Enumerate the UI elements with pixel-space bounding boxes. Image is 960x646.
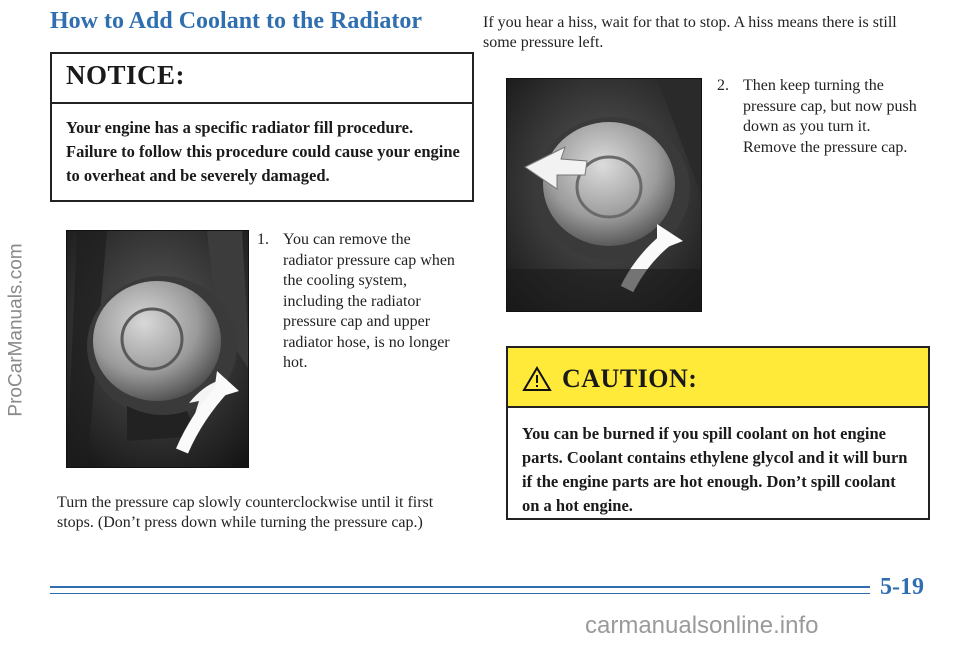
caution-header bbox=[508, 348, 928, 408]
footer-rule bbox=[50, 586, 870, 588]
radiator-cap-photo-2 bbox=[506, 78, 702, 312]
caution-box bbox=[506, 346, 930, 520]
notice-box bbox=[50, 52, 474, 202]
page-number: 5-19 bbox=[880, 574, 924, 600]
step-1-text: You can remove the radiator pressure cap when the cooling system, including the radiator pressure cap and upper radiator hose, is no longer hot. bbox=[283, 231, 455, 371]
step-2 bbox=[717, 76, 917, 158]
bottom-watermark: carmanualsonline.info bbox=[585, 612, 819, 639]
step-1-number: 1. bbox=[257, 231, 269, 248]
notice-heading: NOTICE: bbox=[52, 54, 472, 104]
step-1 bbox=[257, 230, 457, 374]
page-title: How to Add Coolant to the Radiator bbox=[50, 8, 423, 34]
footer-rule-thin bbox=[50, 593, 870, 594]
side-watermark-text: ProCarManuals.com bbox=[6, 243, 28, 417]
radiator-cap-photo-1 bbox=[66, 230, 249, 468]
warning-triangle-icon bbox=[522, 366, 552, 392]
caution-heading: CAUTION: bbox=[562, 364, 698, 393]
caution-body: You can be burned if you spill coolant on hot engine parts. Coolant contains ethylene glycol and it will burn if the engine parts are hot enough. Don’t spill coolant on a hot engine. bbox=[522, 424, 908, 515]
notice-body: Your engine has a specific radiator fill procedure. Failure to follow this procedure could cause your engine to overheat and be severely damaged. bbox=[66, 118, 460, 185]
side-watermark bbox=[4, 70, 30, 590]
step-2-number: 2. bbox=[717, 77, 729, 94]
step-2-text: Then keep turning the pressure cap, but now push down as you turn it. Remove the pressure cap. bbox=[743, 77, 917, 156]
hiss-paragraph: If you hear a hiss, wait for that to stop. A hiss means there is still some pressure left. bbox=[483, 14, 897, 51]
turn-cap-paragraph: Turn the pressure cap slowly counterclockwise until it first stops. (Don’t press down while turning the pressure cap.) bbox=[57, 494, 434, 531]
